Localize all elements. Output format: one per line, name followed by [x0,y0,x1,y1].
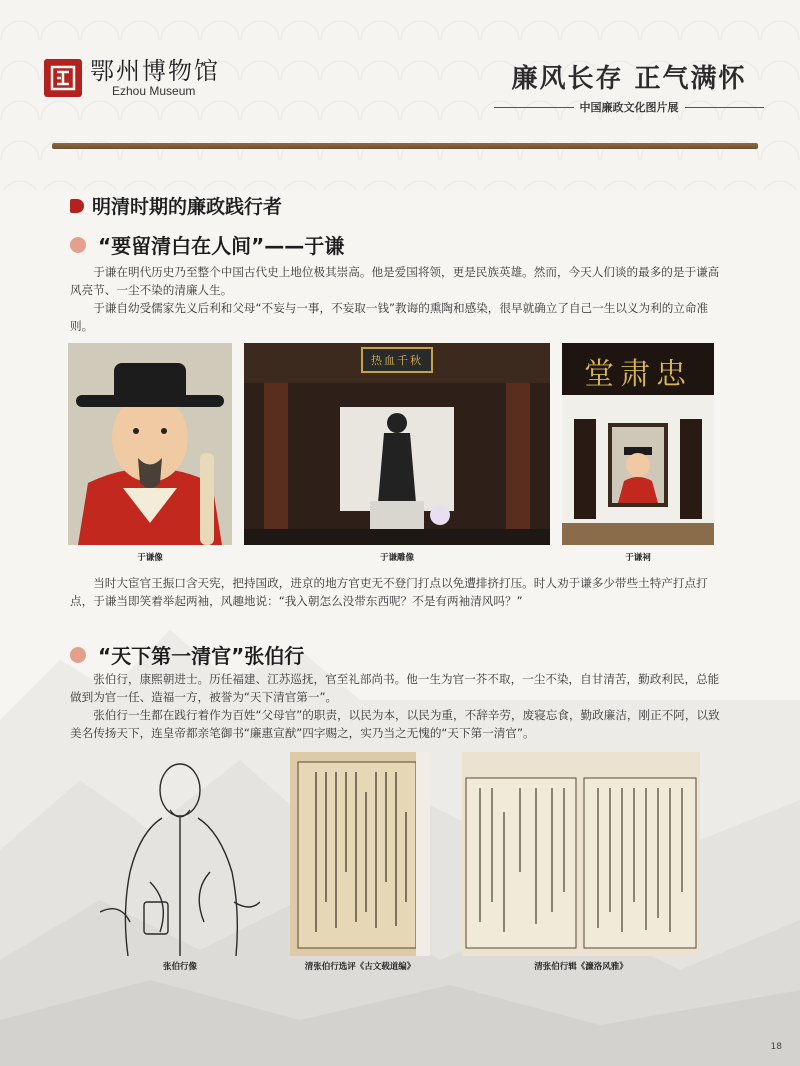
zhang-boxing-paragraph-2: 张伯行一生都在践行着作为百姓“父母官”的职责，以民为本，以民为重，不辞辛劳，废寝忘食，勤政廉洁，刚正不阿，以致美名传扬天下，连皇帝都亲笔御书“廉惠宣猷”四字赐之，实乃当之无愧的“天下第一清官”。 [70,708,720,740]
bullet-dot-icon [70,237,86,253]
yu-qian-portrait-image [68,343,232,545]
page-number: 18 [770,1042,782,1052]
yu-qian-temple-caption: 于谦祠 [625,553,651,563]
zhang-boxing-heading [70,640,304,669]
section-title: 明清时期的廉政践行者 [92,196,283,218]
gu-wen-zai-dao-bian-image [290,752,430,956]
zhang-boxing-title: “天下第一清官”张伯行 [98,644,305,668]
temple-plaque-text: 热血千秋 [371,354,423,367]
zhang-boxing-paragraph-1: 张伯行，康熙朝进士。历任福建、江苏巡抚，官至礼部尚书。他一生为官一芥不取，一尘不染，自甘清苦，勤政利民，总能做到为官一任、造福一方，被誉为“天下清官第一”。 [70,672,720,704]
bullet-dot-icon [70,647,86,663]
zhang-boxing-portrait-image [100,752,260,956]
museum-name-en: Ezhou Museum [112,84,196,98]
yu-qian-heading [70,230,344,259]
title-rule-right [685,107,765,108]
yu-qian-statue-image [244,343,550,545]
exhibition-title: 廉风长存 正气满怀 [511,64,747,94]
header-divider [52,143,758,149]
yu-qian-paragraph-1: 于谦在明代历史乃至整个中国古代史上地位极其崇高。他是爱国将领，更是民族英雄。然而，今天人们谈的最多的是于谦高风亮节、一尘不染的清廉人生。 [70,265,720,297]
lian-luo-feng-ya-image [462,752,700,956]
yu-qian-temple-image [562,343,714,545]
yu-qian-paragraph-3: 当时大宦官王振口含天宪，把持国政，进京的地方官吏无不登门打点以免遭排挤打压。时人劝于谦多少带些土特产打点打点，于谦当即笑着举起两袖，风趣地说：“我入朝怎么没带东西呢？不是有两袖清风吗？” [70,576,708,608]
yu-qian-paragraph-2: 于谦自幼受儒家先义后利和父母“不妄与一事，不妄取一钱”教诲的熏陶和感染，很早就确立了自己一生以义为利的立命准则。 [70,301,709,333]
museum-logo [44,58,220,98]
museum-name-cn: 鄂州博物馆 [90,57,220,85]
yu-qian-title: “要留清白在人间”——于谦 [98,234,345,258]
yu-qian-portrait-caption: 于谦像 [137,553,163,563]
lian-luo-feng-ya-caption: 清张伯行辑《濂洛风雅》 [534,962,628,972]
seal-icon [44,59,82,97]
exhibition-subtitle: 中国廉政文化图片展 [579,101,679,114]
temple-hall-plaque: 忠肃堂 [584,357,692,392]
section-marker-icon [70,199,84,213]
title-rule-left [494,107,574,108]
yu-qian-statue-caption: 于谦雕像 [379,553,414,563]
zhang-boxing-portrait-caption: 张伯行像 [162,962,197,972]
gu-wen-zai-dao-bian-caption: 清张伯行选评《古文载道编》 [304,962,416,972]
exhibition-title-block [494,58,764,115]
section-heading [70,192,282,219]
